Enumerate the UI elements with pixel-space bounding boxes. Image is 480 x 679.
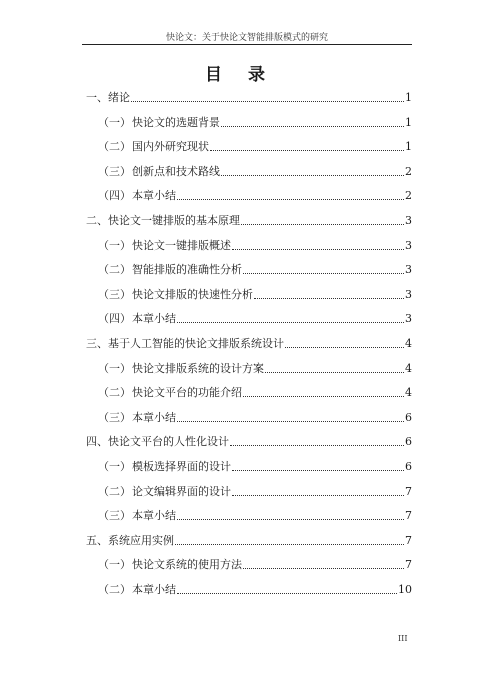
toc-leader-dots: [131, 101, 404, 102]
toc-entry[interactable]: [98, 580, 412, 596]
toc-leader-dots: [243, 273, 404, 274]
toc-entry[interactable]: [98, 162, 412, 178]
toc-entry-label: 快论文的选题背景: [132, 116, 220, 129]
toc-entry-page: 1: [405, 140, 412, 153]
toc-entry-label: 智能排版的准确性分析: [132, 263, 242, 276]
toc-entry[interactable]: [98, 260, 412, 276]
toc-entry-page: 7: [405, 509, 412, 522]
toc-entry-marker: （一）: [98, 362, 131, 375]
toc-entry-marker: （三）: [98, 165, 131, 178]
toc-entry-label: 模板选择界面的设计: [132, 460, 231, 473]
toc-entry[interactable]: [98, 506, 412, 522]
toc-entry-marker: （一）: [98, 558, 131, 571]
toc-leader-dots: [177, 322, 404, 323]
toc-entry-marker: （三）: [98, 509, 131, 522]
toc-entry-page: 3: [405, 214, 412, 227]
toc-entry-page: 7: [405, 485, 412, 498]
toc-leader-dots: [232, 470, 404, 471]
toc-entry[interactable]: [86, 432, 412, 448]
toc-entry-marker: （二）: [98, 583, 131, 596]
toc-leader-dots: [177, 199, 404, 200]
toc-entry-label: 国内外研究现状: [132, 140, 209, 153]
toc-entry[interactable]: [86, 531, 412, 547]
toc-entry-label: 创新点和技术路线: [132, 165, 220, 178]
toc-title: 目 录: [205, 65, 275, 85]
toc-entry-marker: （一）: [98, 116, 131, 129]
toc-entry-label: 二、快论文一键排版的基本原理: [86, 214, 240, 227]
toc-entry[interactable]: [98, 383, 412, 399]
toc-entry-page: 4: [405, 386, 412, 399]
toc-entry-page: 3: [405, 312, 412, 325]
page-number: III: [398, 634, 408, 643]
toc-leader-dots: [232, 249, 404, 250]
toc-entry-label: 三、基于人工智能的快论文排版系统设计: [86, 337, 284, 350]
toc-leader-dots: [230, 445, 404, 446]
running-header: 快论文：关于快论文智能排版模式的研究: [165, 33, 328, 43]
toc-leader-dots: [177, 593, 397, 594]
toc-leader-dots: [265, 372, 404, 373]
toc-entry-label: 本章小结: [132, 583, 176, 596]
toc-entry-label: 论文编辑界面的设计: [132, 485, 231, 498]
toc-entry[interactable]: [98, 408, 412, 424]
toc-leader-dots: [254, 298, 404, 299]
toc-entry[interactable]: [98, 457, 412, 473]
toc-entry-page: 6: [405, 411, 412, 424]
toc-entry-page: 2: [405, 189, 412, 202]
toc-leader-dots: [243, 568, 404, 569]
toc-entry-marker: （三）: [98, 288, 131, 301]
toc-leader-dots: [177, 421, 404, 422]
toc-entry[interactable]: [86, 211, 412, 227]
toc-entry-label: 本章小结: [132, 411, 176, 424]
toc-entry-label: 快论文平台的功能介绍: [132, 386, 242, 399]
toc-entry-label: 一、绪论: [86, 91, 130, 104]
toc-entry[interactable]: [86, 88, 412, 104]
toc-entry-marker: （二）: [98, 485, 131, 498]
toc-entry[interactable]: [98, 113, 412, 129]
toc-entry-page: 3: [405, 239, 412, 252]
toc-entry[interactable]: [98, 236, 412, 252]
toc-entry-label: 四、快论文平台的人性化设计: [86, 435, 229, 448]
toc-entry-marker: （三）: [98, 411, 131, 424]
toc-entry-marker: （二）: [98, 263, 131, 276]
toc-entry-page: 6: [405, 435, 412, 448]
toc-entry-marker: （一）: [98, 239, 131, 252]
toc-leader-dots: [241, 224, 404, 225]
toc-entry[interactable]: [98, 359, 412, 375]
toc-entry-page: 6: [405, 460, 412, 473]
toc-leader-dots: [177, 519, 404, 520]
toc-leader-dots: [232, 495, 404, 496]
toc-entry-page: 4: [405, 337, 412, 350]
toc-entry[interactable]: [98, 482, 412, 498]
toc-entry-page: 7: [405, 558, 412, 571]
toc-entry-page: 4: [405, 362, 412, 375]
toc-entry-page: 2: [405, 165, 412, 178]
toc-entry-label: 五、系统应用实例: [86, 534, 174, 547]
toc-entry-label: 快论文一键排版概述: [132, 239, 231, 252]
toc-entry-marker: （二）: [98, 140, 131, 153]
toc-entry-marker: （四）: [98, 312, 131, 325]
toc-entry[interactable]: [98, 309, 412, 325]
toc-entry-page: 3: [405, 288, 412, 301]
toc-entry-page: 3: [405, 263, 412, 276]
toc-entry-page: 1: [405, 91, 412, 104]
toc-entry-label: 快论文排版的快速性分析: [132, 288, 253, 301]
toc-entry-page: 1: [405, 116, 412, 129]
toc-leader-dots: [285, 347, 404, 348]
toc-entry-label: 本章小结: [132, 312, 176, 325]
toc-leader-dots: [221, 126, 404, 127]
toc-entry-label: 快论文排版系统的设计方案: [132, 362, 264, 375]
toc-leader-dots: [210, 150, 404, 151]
toc-entry-marker: （四）: [98, 189, 131, 202]
toc-entry[interactable]: [98, 285, 412, 301]
toc-leader-dots: [243, 396, 404, 397]
toc-entry[interactable]: [98, 137, 412, 153]
toc-entry-page: 7: [405, 534, 412, 547]
toc-leader-dots: [175, 544, 404, 545]
toc-entry-marker: （二）: [98, 386, 131, 399]
toc-entry[interactable]: [86, 334, 412, 350]
toc-entry-label: 本章小结: [132, 189, 176, 202]
toc-leader-dots: [221, 175, 404, 176]
toc-entry-label: 快论文系统的使用方法: [132, 558, 242, 571]
toc-entry-page: 10: [398, 583, 412, 596]
toc-entry[interactable]: [98, 186, 412, 202]
toc-entry-marker: （一）: [98, 460, 131, 473]
toc-entry[interactable]: [98, 555, 412, 571]
toc-entry-label: 本章小结: [132, 509, 176, 522]
